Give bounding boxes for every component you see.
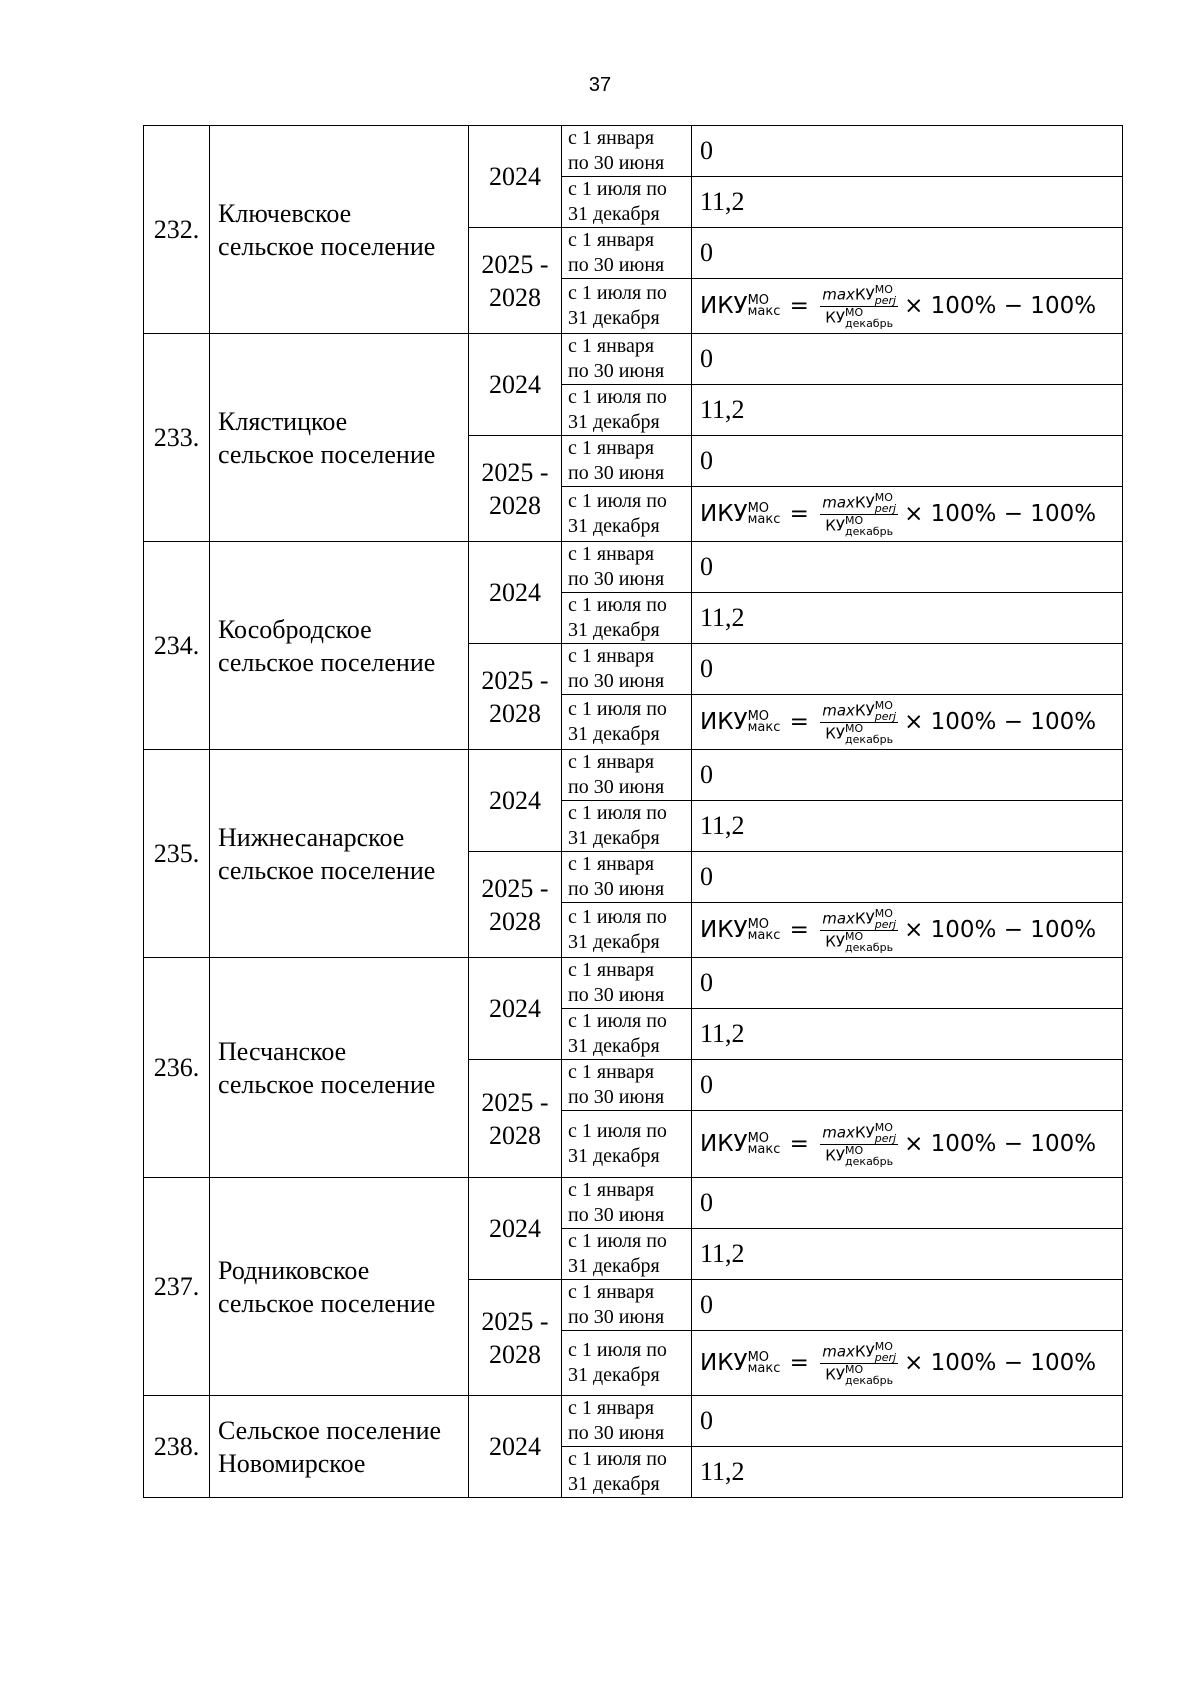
settlement-name: Клястицкое сельское поселение [210,334,469,542]
formula-lhs-indices [748,503,781,525]
formula-num-prefix: max [822,909,855,927]
formula-fraction [820,1122,898,1167]
year-cell: 2024 [469,750,562,852]
row-number: 236. [144,958,210,1178]
value-cell: 11,2 [692,1009,1123,1060]
period-cell: с 1 января по 30 июня [562,750,692,801]
formula-num-main: КУ [854,1342,875,1360]
formula-num-indices [875,1341,896,1363]
formula-lhs-sup: МО [747,1350,770,1365]
formula-den-sup: МО [845,929,864,943]
table-row [144,126,1123,177]
table-row [144,958,1123,1009]
year-cell: 2024 [469,1396,562,1498]
formula-den-sub: декабрь [845,316,894,330]
period-cell: с 1 января по 30 июня [562,958,692,1009]
formula-num-sub: perj [874,709,897,723]
period-cell: с 1 июля по 31 декабря [562,1229,692,1280]
period-cell: с 1 января по 30 июня [562,852,692,903]
settlement-name: Кособродское сельское поселение [210,542,469,750]
year-cell: 2024 [469,542,562,644]
formula-denominator [820,1145,898,1167]
period-cell: с 1 января по 30 июня [562,126,692,177]
period-cell: с 1 января по 30 июня [562,542,692,593]
formula-num-main: КУ [854,1123,875,1141]
formula-num-sup: МО [874,490,893,504]
formula-num-main: КУ [854,701,875,719]
year-cell: 2024 [469,126,562,228]
formula-lhs-sup: МО [747,293,770,308]
value-cell: 11,2 [692,801,1123,852]
period-cell: с 1 июля по 31 декабря [562,385,692,436]
formula-num-prefix: max [822,1342,855,1360]
formula-cell [692,903,1123,958]
formula-equals: = [782,500,817,527]
year-cell: 2024 [469,958,562,1060]
formula-den-main: КУ [825,308,846,326]
tariff-index-table [143,125,1123,1498]
formula-rhs: × 100% − 100% [904,1130,1097,1157]
period-cell: с 1 июля по 31 декабря [562,695,692,750]
formula-equals: = [782,1349,817,1376]
value-cell: 0 [692,1178,1123,1229]
period-cell: с 1 июля по 31 декабря [562,903,692,958]
formula-den-main: КУ [825,1146,846,1164]
formula-lhs-sup: МО [747,709,770,724]
value-cell: 11,2 [692,385,1123,436]
formula-rhs: × 100% − 100% [904,708,1097,735]
period-cell: с 1 января по 30 июня [562,334,692,385]
formula-lhs-indices [748,1133,781,1155]
formula-denominator [820,931,898,953]
value-cell: 11,2 [692,1447,1123,1498]
settlement-name: Сельское поселение Новомирское [210,1396,469,1498]
formula-den-indices [845,1145,893,1167]
period-cell: с 1 января по 30 июня [562,1060,692,1111]
formula-lhs-sub: макс [747,304,781,319]
formula-rhs: × 100% − 100% [904,500,1097,527]
formula-num-sub: perj [874,1131,897,1145]
settlement-name: Нижнесанарское сельское поселение [210,750,469,958]
value-cell: 0 [692,126,1123,177]
formula-lhs-sup: МО [747,501,770,516]
formula-num-sup: МО [874,698,893,712]
formula-fraction [820,284,898,329]
formula-lhs: ИКУ [700,292,748,319]
formula-num-sup: МО [874,1339,893,1353]
formula-den-sub: декабрь [845,940,894,954]
formula-lhs-sub: макс [747,928,781,943]
period-cell: с 1 июля по 31 декабря [562,1111,692,1178]
formula-num-indices [875,284,896,306]
period-cell: с 1 июля по 31 декабря [562,1331,692,1396]
formula-lhs: ИКУ [700,1130,748,1157]
period-cell: с 1 июля по 31 декабря [562,1009,692,1060]
period-cell: с 1 января по 30 июня [562,436,692,487]
period-cell: с 1 июля по 31 декабря [562,801,692,852]
formula-den-sup: МО [845,513,864,527]
formula-den-sub: декабрь [845,1154,894,1168]
table-row [144,542,1123,593]
period-cell: с 1 июля по 31 декабря [562,279,692,334]
formula-den-sup: МО [845,721,864,735]
page-number: 37 [588,74,612,96]
formula-lhs-sub: макс [747,720,781,735]
formula-den-indices [845,931,893,953]
row-number: 232. [144,126,210,334]
value-cell: 0 [692,542,1123,593]
formula-lhs-sup: МО [747,917,770,932]
value-cell: 0 [692,852,1123,903]
formula-num-main: КУ [854,909,875,927]
formula-fraction [820,700,898,745]
value-cell: 0 [692,436,1123,487]
formula-numerator [820,908,898,931]
formula-lhs: ИКУ [700,1349,748,1376]
formula-num-sub: perj [874,501,897,515]
period-cell: с 1 января по 30 июня [562,1280,692,1331]
formula-num-sub: perj [874,293,897,307]
formula-lhs-indices [748,1352,781,1374]
value-cell: 11,2 [692,177,1123,228]
formula-denominator [820,307,898,329]
year-cell: 2025 - 2028 [469,228,562,334]
formula-fraction [820,1341,898,1386]
row-number: 233. [144,334,210,542]
formula-lhs-sup: МО [747,1131,770,1146]
value-cell: 0 [692,228,1123,279]
formula-num-prefix: max [822,1123,855,1141]
formula-denominator [820,723,898,745]
formula-den-sup: МО [845,1143,864,1157]
value-cell: 0 [692,958,1123,1009]
formula-den-main: КУ [825,516,846,534]
table-row [144,750,1123,801]
value-cell: 0 [692,1396,1123,1447]
period-cell: с 1 января по 30 июня [562,1396,692,1447]
formula-numerator [820,1122,898,1145]
row-number: 238. [144,1396,210,1498]
settlement-name: Родниковское сельское поселение [210,1178,469,1396]
formula-num-sub: perj [874,917,897,931]
formula-equals: = [782,1130,817,1157]
formula-num-main: КУ [854,285,875,303]
table-row [144,1396,1123,1447]
period-cell: с 1 июля по 31 декабря [562,1447,692,1498]
year-cell: 2025 - 2028 [469,1060,562,1178]
formula-numerator [820,700,898,723]
formula-den-sup: МО [845,1362,864,1376]
formula-lhs-indices [748,711,781,733]
period-cell: с 1 января по 30 июня [562,644,692,695]
formula-cell [692,695,1123,750]
formula-den-indices [845,1364,893,1386]
formula-num-sup: МО [874,1120,893,1134]
year-cell: 2025 - 2028 [469,436,562,542]
formula-lhs-sub: макс [747,512,781,527]
value-cell: 0 [692,1280,1123,1331]
formula-cell [692,1111,1123,1178]
formula-rhs: × 100% − 100% [904,1349,1097,1376]
formula-den-sub: декабрь [845,524,894,538]
year-cell: 2024 [469,1178,562,1280]
value-cell: 0 [692,334,1123,385]
formula-numerator [820,284,898,307]
period-cell: с 1 июля по 31 декабря [562,593,692,644]
formula-lhs: ИКУ [700,500,748,527]
formula-cell [692,279,1123,334]
formula-lhs: ИКУ [700,916,748,943]
table-row [144,334,1123,385]
value-cell: 0 [692,750,1123,801]
formula-cell [692,1331,1123,1396]
formula-num-indices [875,700,896,722]
formula-num-indices [875,492,896,514]
value-cell: 11,2 [692,1229,1123,1280]
row-number: 237. [144,1178,210,1396]
year-cell: 2025 - 2028 [469,852,562,958]
formula-lhs-sub: макс [747,1142,781,1157]
formula-num-sup: МО [874,906,893,920]
formula-numerator [820,492,898,515]
formula-num-indices [875,908,896,930]
year-cell: 2025 - 2028 [469,1280,562,1396]
formula-equals: = [782,708,817,735]
formula-cell [692,487,1123,542]
formula-lhs-indices [748,919,781,941]
formula-lhs: ИКУ [700,708,748,735]
formula-equals: = [782,916,817,943]
period-cell: с 1 января по 30 июня [562,228,692,279]
formula-numerator [820,1341,898,1364]
value-cell: 0 [692,644,1123,695]
formula-den-indices [845,307,893,329]
formula-den-main: КУ [825,724,846,742]
formula-num-sub: perj [874,1350,897,1364]
formula-den-sub: декабрь [845,1373,894,1387]
table-row [144,1178,1123,1229]
formula-num-indices [875,1122,896,1144]
formula-lhs-sub: макс [747,1361,781,1376]
formula-num-main: КУ [854,493,875,511]
period-cell: с 1 января по 30 июня [562,1178,692,1229]
formula-rhs: × 100% − 100% [904,916,1097,943]
period-cell: с 1 июля по 31 декабря [562,487,692,542]
value-cell: 11,2 [692,593,1123,644]
formula-fraction [820,492,898,537]
year-cell: 2024 [469,334,562,436]
formula-equals: = [782,292,817,319]
formula-den-sup: МО [845,305,864,319]
formula-den-main: КУ [825,932,846,950]
formula-den-indices [845,723,893,745]
row-number: 235. [144,750,210,958]
settlement-name: Ключевское сельское поселение [210,126,469,334]
formula-num-prefix: max [822,285,855,303]
formula-denominator [820,515,898,537]
formula-denominator [820,1364,898,1386]
formula-den-sub: декабрь [845,732,894,746]
formula-num-prefix: max [822,701,855,719]
period-cell: с 1 июля по 31 декабря [562,177,692,228]
formula-num-prefix: max [822,493,855,511]
formula-fraction [820,908,898,953]
formula-lhs-indices [748,295,781,317]
formula-den-main: КУ [825,1365,846,1383]
settlement-name: Песчанское сельское поселение [210,958,469,1178]
year-cell: 2025 - 2028 [469,644,562,750]
formula-rhs: × 100% − 100% [904,292,1097,319]
row-number: 234. [144,542,210,750]
value-cell: 0 [692,1060,1123,1111]
formula-den-indices [845,515,893,537]
formula-num-sup: МО [874,282,893,296]
